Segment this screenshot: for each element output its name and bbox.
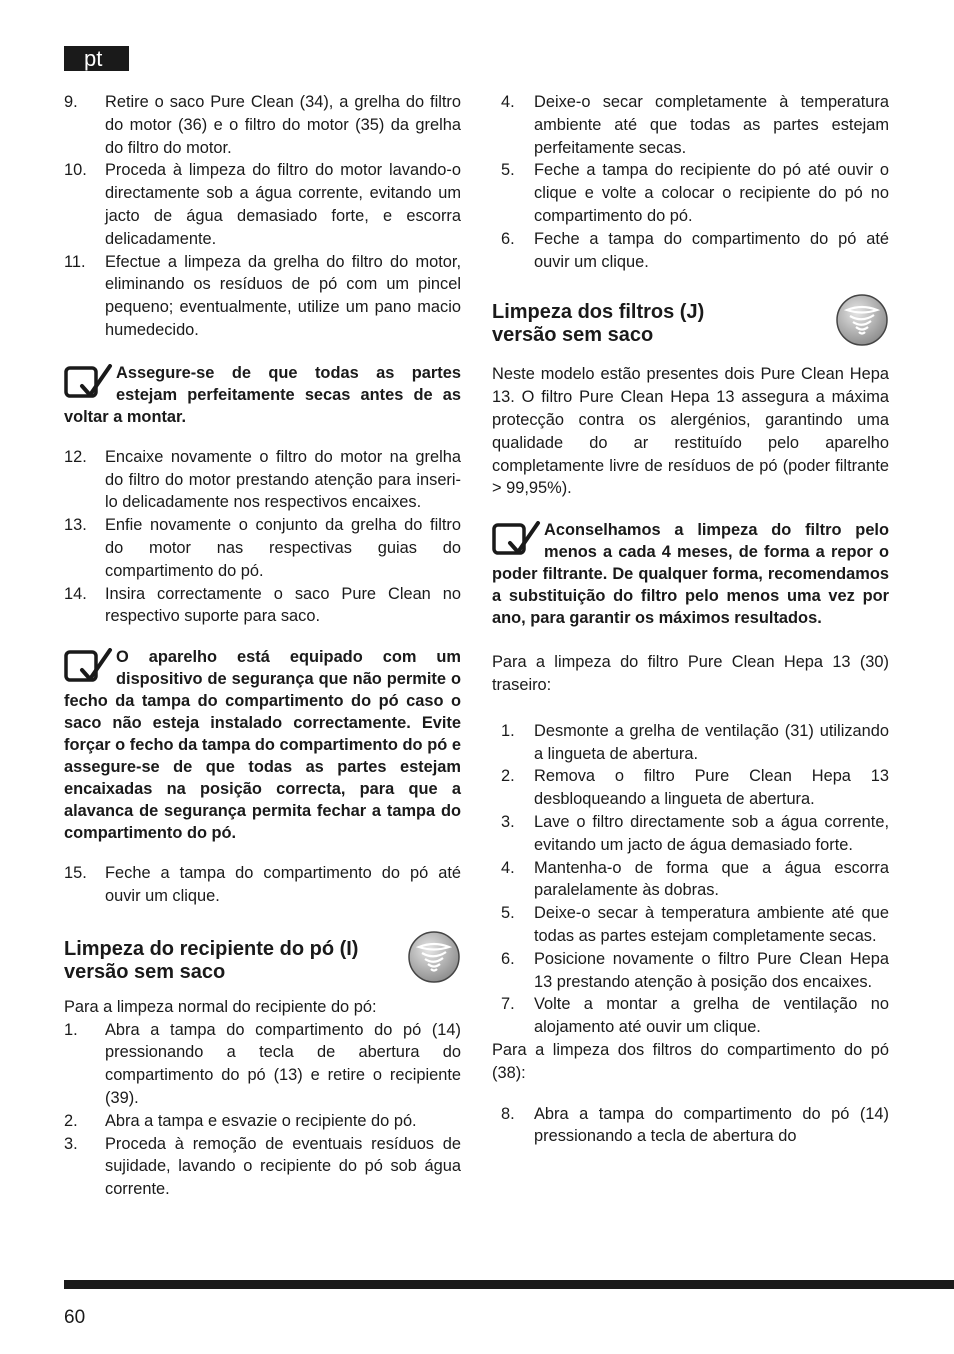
left-column xyxy=(64,91,461,1201)
list-item: 9. Retire o saco Pure Clean (34), a grelha do filtro do motor (36) e o filtro do motor (35) da grelha do filtro do motor. xyxy=(64,93,461,157)
list-item: 2. Remova o filtro Pure Clean Hepa 13 desbloqueando a lingueta de abertura. xyxy=(501,767,889,809)
page-number: 60 xyxy=(64,1307,86,1328)
cyclone-icon xyxy=(835,293,889,347)
list-item: 6. Feche a tampa do compartimento do pó até ouvir um clique. xyxy=(501,229,889,271)
list-item: 4. Deixe-o secar completamente à temperatura ambiente até que todas as partes estejam perfeitamente secas. xyxy=(501,93,889,157)
note-dry-parts: Assegure-se de que todas as partes estejam perfeitamente secas antes de as voltar a montar. xyxy=(64,363,461,426)
checkbox-note-icon xyxy=(64,648,114,684)
intro-text: Para a limpeza normal do recipiente do pó: xyxy=(64,997,377,1016)
checkbox-note-icon xyxy=(64,364,114,400)
steps-list-1-3 xyxy=(64,1019,461,1201)
list-item: 2. Abra a tampa e esvazie o recipiente do pó. xyxy=(64,1111,417,1130)
list-item: 8. Abra a tampa do compartimento do pó (14) pressionando a tecla de abertura do xyxy=(501,1104,889,1146)
right-column xyxy=(492,91,889,1148)
list-item: 1. Abra a tampa do compartimento do pó (14) pressionando a tecla de abertura do compartimento do pó (13) e retire o recipiente (39). xyxy=(64,1020,461,1107)
section-heading-dust-container: Limpeza do recipiente do pó (I) versão sem saco xyxy=(64,938,461,1000)
footer-rule xyxy=(64,1280,954,1289)
list-item: 1. Desmonte a grelha de ventilação (31) utilizando a lingueta de abertura. xyxy=(501,721,889,763)
steps-list-8 xyxy=(492,1103,889,1149)
list-item: 3. Proceda à remoção de eventuais resíduos de sujidade, lavando o recipiente do pó sob água corrente. xyxy=(64,1134,461,1199)
list-item: 5. Feche a tampa do recipiente do pó até ouvir o clique e volte a colocar o recipiente do pó no compartimento do pó. xyxy=(501,161,889,225)
list-item: 11. Efectue a limpeza da grelha do filtro do motor, eliminando os resíduos de pó com um pincel pequeno; eventualmente, utilize um pano macio humedecido. xyxy=(64,252,461,339)
checkbox-note-icon xyxy=(492,521,542,557)
cyclone-icon xyxy=(407,930,461,984)
list-item: 7. Volte a montar a grelha de ventilação no alojamento até ouvir um clique. xyxy=(501,995,889,1037)
list-item: 13. Enfie novamente o conjunto da grelha do filtro do motor nas respectivas guias do compartimento do pó. xyxy=(64,516,461,580)
list-item: 12. Encaixe novamente o filtro do motor na grelha do filtro do motor prestando atenção para inseri-lo delicadamente nos respectivos encaixes. xyxy=(64,447,461,512)
section-heading-filters: Limpeza dos filtros (J) versão sem saco xyxy=(492,301,889,363)
steps-list-9-11 xyxy=(64,91,461,342)
steps-list-15 xyxy=(64,862,461,908)
steps-list-4-6 xyxy=(492,91,889,273)
steps-list-12-14 xyxy=(64,446,461,628)
dust-compartment-filter-intro: Para a limpeza dos filtros do compartimento do pó (38): xyxy=(492,1040,889,1082)
list-item: 5. Deixe-o secar à temperatura ambiente até que todas as partes estejam completamente secas. xyxy=(501,904,889,945)
list-item: 3. Lave o filtro directamente sob a água corrente, evitando um jacto de água demasiado forte. xyxy=(501,812,889,854)
hepa-description: Neste modelo estão presentes dois Pure Clean Hepa 13. O filtro Pure Clean Hepa 13 assegura a máxima protecção contra os alergénios, garantindo uma qualidade do ar restituído pelo aparelho completamente livre de resíduos de pó (poder filtrante > 99,95%). xyxy=(492,365,889,498)
list-item: 10. Proceda à limpeza do filtro do motor lavando-o directamente sob a água corrente, evitando um jacto de água demasiado forte, e escorra delicadamente. xyxy=(64,161,461,248)
note-filter-cleaning: Aconselhamos a limpeza do filtro pelo menos a cada 4 meses, de forma a repor o poder filtrante. De qualquer forma, recomendamos a substituição do filtro pelo menos uma vez por ano, para garantir os máximos resultados. xyxy=(492,521,889,628)
list-item: 15. Feche a tampa do compartimento do pó até ouvir um clique. xyxy=(64,864,461,905)
list-item: 14. Insira correctamente o saco Pure Clean no respectivo suporte para saco. xyxy=(64,584,461,626)
note-safety-device: O aparelho está equipado com um dispositivo de segurança que não permite o fecho da tampa do compartimento do pó caso o saco não esteja instalado correctamente. Evite forçar o fecho da tampa do compartimento do pó e assegure-se de que todas as partes estejam encaixadas na posição correcta, para que a alavanca de segurança permita fechar a tampa do compartimento do pó. xyxy=(64,648,461,843)
list-item: 6. Posicione novamente o filtro Pure Clean Hepa 13 prestando atenção à posição dos encaixes. xyxy=(501,949,889,991)
list-item: 4. Mantenha-o de forma que a água escorra paralelamente às dobras. xyxy=(501,858,889,900)
rear-filter-intro: Para a limpeza do filtro Pure Clean Hepa 13 (30) traseiro: xyxy=(492,653,889,694)
steps-list-hepa-1-7 xyxy=(492,720,889,1039)
language-tab: pt xyxy=(64,46,129,71)
